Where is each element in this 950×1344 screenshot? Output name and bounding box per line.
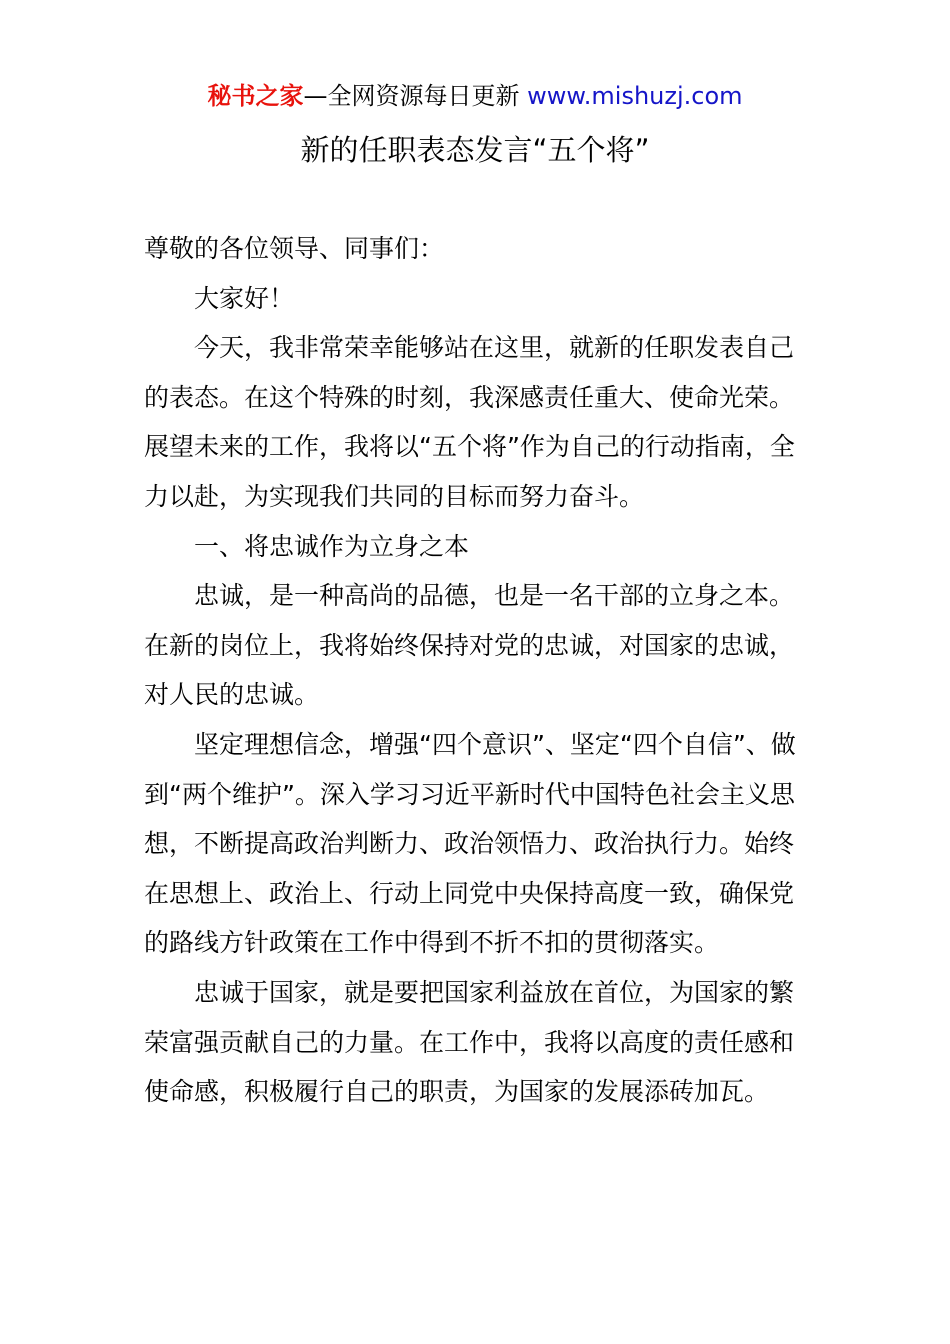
paragraph-ideals: 坚定理想信念，增强“四个意识”、坚定“四个自信”、做到“两个维护”。深入学习习近平新时代中国特色社会主义思想，不断提高政治判断力、政治领悟力、政治执行力。始终在思想上、政治上、行动上同党中央保持高度一致，确保党的路线方针政策在工作中得到不折不扣的贯彻落实。: [144, 729, 796, 958]
site-name: 秘书之家: [207, 82, 304, 110]
document-title: 新的任职表态发言“五个将”: [300, 133, 650, 167]
section-heading-loyalty: 一、将忠诚作为立身之本: [194, 531, 470, 561]
document-body: [144, 224, 808, 1117]
site-url-link[interactable]: www.mishuzj.com: [527, 82, 743, 110]
site-header: [0, 80, 950, 112]
paragraph-intro: 今天，我非常荣幸能够站在这里，就新的任职发表自己的表态。在这个特殊的时刻，我深感责任重大、使命光荣。展望未来的工作，我将以“五个将”作为自己的行动指南，全力以赴，为实现我们共同的目标而努力奋斗。: [144, 333, 795, 511]
site-slogan: —全网资源每日更新: [303, 82, 520, 110]
paragraph-greeting: 大家好！: [194, 283, 295, 313]
paragraph-loyalty-to-country: 忠诚于国家，就是要把国家利益放在首位，为国家的繁荣富强贡献自己的力量。在工作中，我将以高度的责任感和使命感，积极履行自己的职责，为国家的发展添砖加瓦。: [144, 977, 795, 1107]
paragraph-loyalty-definition: 忠诚，是一种高尚的品德，也是一名干部的立身之本。在新的岗位上，我将始终保持对党的忠诚，对国家的忠诚，对人民的忠诚。: [144, 581, 795, 710]
salutation: 尊敬的各位领导、同事们：: [144, 234, 445, 263]
